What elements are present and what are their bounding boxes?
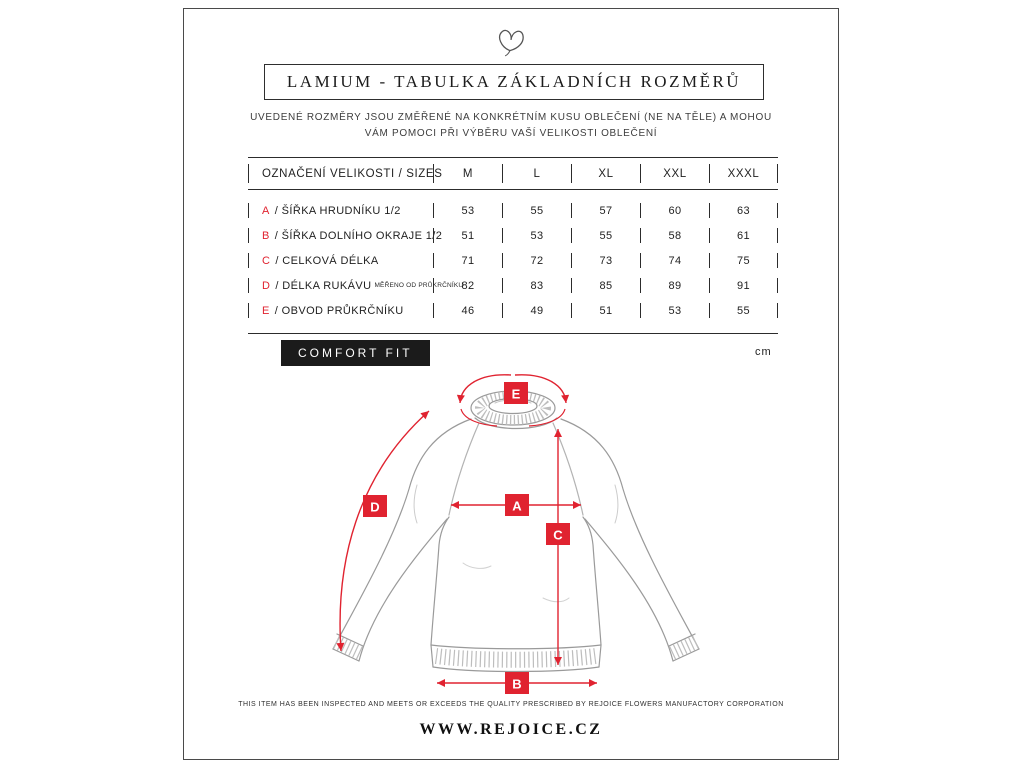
- cell-value: 61: [709, 228, 778, 243]
- fit-badge: COMFORT FIT: [281, 340, 430, 366]
- cell-value: 85: [571, 278, 640, 293]
- cell-value: 74: [640, 253, 709, 268]
- sweater-measurement-diagram: [313, 363, 713, 713]
- row-letter: D: [262, 279, 271, 292]
- cell-value: 53: [640, 303, 709, 318]
- marker-a-label: A: [512, 498, 522, 514]
- table-row-c: [248, 248, 778, 273]
- cell-value: 49: [502, 303, 571, 318]
- cell-value: 58: [640, 228, 709, 243]
- cell-value: 89: [640, 278, 709, 293]
- cell-value: 72: [502, 253, 571, 268]
- cell-value: 55: [502, 203, 571, 218]
- subtitle: [221, 110, 801, 142]
- arrow-c-total-length: [554, 429, 562, 665]
- size-table-body: [248, 190, 778, 334]
- table-row-b: [248, 223, 778, 248]
- size-col-xxl: XXL: [640, 164, 709, 183]
- row-letter: B: [262, 229, 270, 242]
- cell-value: 46: [433, 303, 502, 318]
- cell-value: 53: [502, 228, 571, 243]
- page-title: [264, 64, 764, 100]
- cell-value: 53: [433, 203, 502, 218]
- arrow-d-sleeve-length: [336, 411, 429, 651]
- quality-note: THIS ITEM HAS BEEN INSPECTED AND MEETS OR EXCEEDS THE QUALITY PRESCRIBED BY REJOICE FLOWERS MANUFACTORY CORPORATION: [238, 701, 784, 708]
- row-letter: E: [262, 304, 270, 317]
- size-col-xl: XL: [571, 164, 640, 183]
- cell-value: 91: [709, 278, 778, 293]
- cell-value: 83: [502, 278, 571, 293]
- header-label: OZNAČENÍ VELIKOSTI / SIZES: [248, 164, 433, 183]
- subtitle-line-2: VÁM POMOCI PŘI VÝBĚRU VAŠÍ VELIKOSTI OBLEČENÍ: [364, 128, 658, 139]
- row-note: MĚŘENO OD PRŮKRČNÍKU: [374, 282, 464, 289]
- subtitle-line-1: UVEDENÉ ROZMĚRY JSOU ZMĚŘENÉ NA KONKRÉTNÍM KUSU OBLEČENÍ (NE NA TĚLE) A MOHOU: [250, 112, 772, 123]
- row-label: / OBVOD PRŮKRČNÍKU: [274, 304, 404, 317]
- row-label: / ŠÍŘKA DOLNÍHO OKRAJE 1/2: [274, 229, 443, 242]
- cell-value: 82: [433, 278, 502, 293]
- cell-value: 71: [433, 253, 502, 268]
- cell-value: 55: [709, 303, 778, 318]
- cell-value: 73: [571, 253, 640, 268]
- row-label: / DÉLKA RUKÁVU: [275, 279, 372, 292]
- size-col-xxxl: XXXL: [709, 164, 778, 183]
- cell-value: 51: [571, 303, 640, 318]
- marker-e: [504, 382, 528, 404]
- cell-value: 57: [571, 203, 640, 218]
- marker-b-label: B: [512, 676, 522, 692]
- row-letter: A: [262, 204, 270, 217]
- sweater-drawing: [333, 391, 699, 672]
- size-table: [248, 157, 778, 334]
- row-label: / ŠÍŘKA HRUDNÍKU 1/2: [274, 204, 401, 217]
- marker-c-label: C: [553, 527, 563, 543]
- table-row-d: [248, 273, 778, 298]
- table-row-a: [248, 198, 778, 223]
- brand-logo-icon: [492, 25, 530, 57]
- cell-value: 51: [433, 228, 502, 243]
- cell-value: 75: [709, 253, 778, 268]
- size-col-m: M: [433, 164, 502, 183]
- website-url: WWW.REJOICE.CZ: [419, 721, 603, 738]
- cell-value: 60: [640, 203, 709, 218]
- cell-value: 63: [709, 203, 778, 218]
- size-chart-sheet: [183, 8, 839, 760]
- page-title-text: LAMIUM - TABULKA ZÁKLADNÍCH ROZMĚRŮ: [286, 72, 742, 91]
- row-letter: C: [262, 254, 271, 267]
- unit-label: cm: [755, 346, 772, 358]
- marker-b: [505, 672, 529, 694]
- cell-value: 55: [571, 228, 640, 243]
- row-label: / CELKOVÁ DÉLKA: [275, 254, 379, 267]
- marker-c: [546, 523, 570, 545]
- size-table-header: [248, 157, 778, 190]
- table-row-e: [248, 298, 778, 323]
- size-col-l: L: [502, 164, 571, 183]
- marker-e-label: E: [511, 386, 521, 402]
- marker-d: [363, 495, 387, 517]
- marker-a: [505, 494, 529, 516]
- marker-d-label: D: [370, 499, 380, 515]
